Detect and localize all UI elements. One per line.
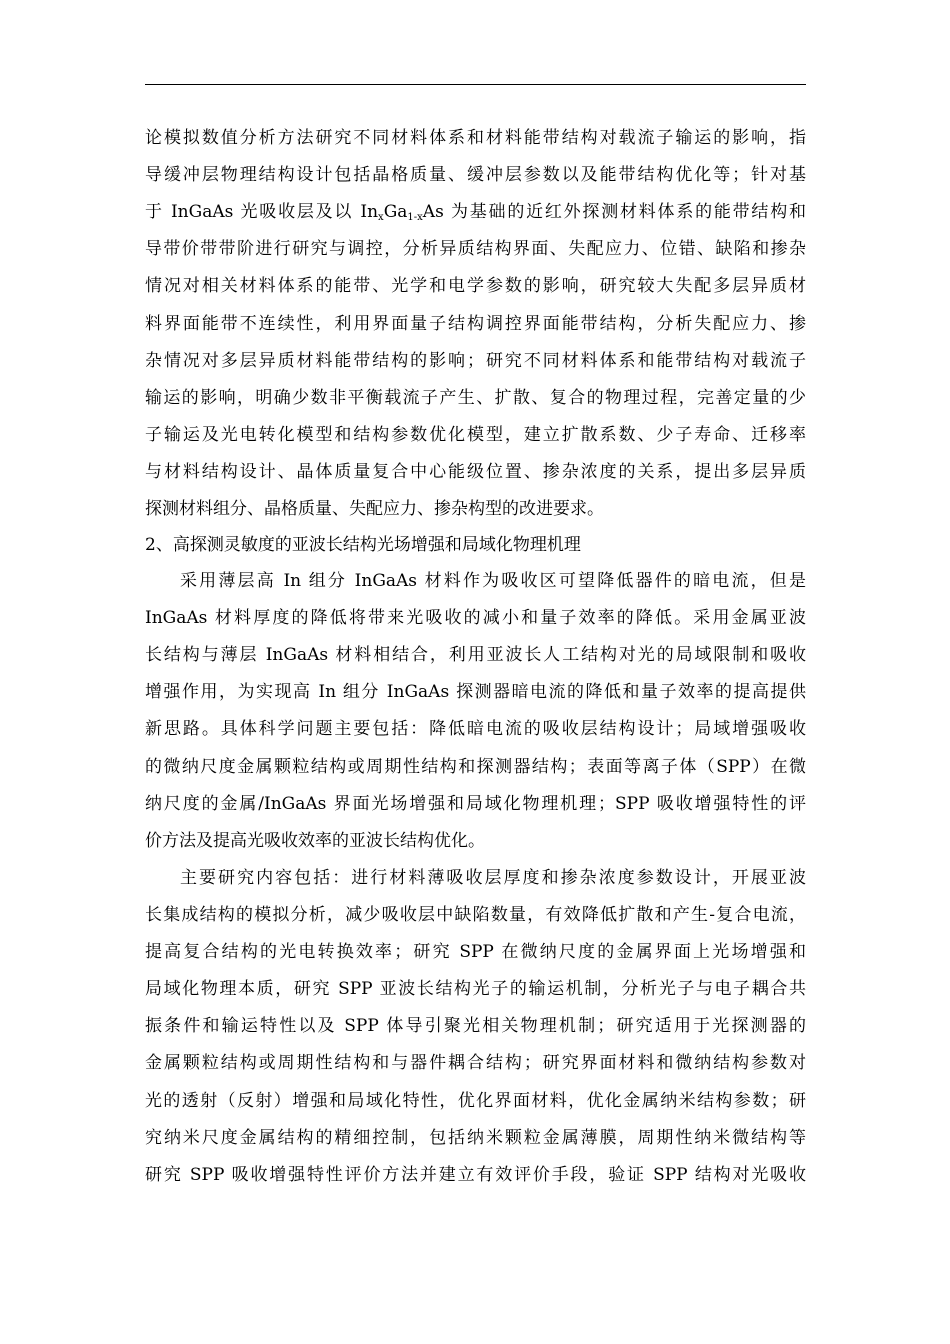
paragraph-line: 纳尺度的金属/InGaAs 界面光场增强和局域化物理机理；SPP 吸收增强特性的评 — [145, 794, 806, 814]
paragraph-line: 情况对相关材料体系的能带、光学和电学参数的影响，研究较大失配多层异质材 — [145, 276, 806, 296]
header-rule — [145, 84, 806, 85]
paragraph-line: 输运的影响，明确少数非平衡载流子产生、扩散、复合的物理过程，完善定量的少 — [145, 388, 806, 408]
paragraph-line: 金属颗粒结构或周期性结构和与器件耦合结构；研究界面材料和微纳结构参数对 — [145, 1053, 806, 1073]
paragraph-line: 采用薄层高 In 组分 InGaAs 材料作为吸收区可望降低器件的暗电流，但是 — [180, 571, 806, 591]
paragraph-line: 长结构与薄层 InGaAs 材料相结合，利用亚波长人工结构对光的局域限制和吸收 — [145, 645, 806, 665]
paragraph-line: 于 InGaAs 光吸收层及以 $In_xGa_{1-x}As$ 为基础的近红外探测材料体系的能带结构和 — [145, 202, 806, 223]
paragraph-line: 振条件和输运特性以及 SPP 体导引聚光相关物理机制；研究适用于光探测器的 — [145, 1016, 806, 1036]
paragraph-line: 料界面能带不连续性，利用界面量子结构调控界面能带结构，分析失配应力、掺 — [145, 314, 806, 334]
section-heading: 2、高探测灵敏度的亚波长结构光场增强和局域化物理机理 — [145, 535, 581, 555]
paragraph-line: 增强作用，为实现高 In 组分 InGaAs 探测器暗电流的降低和量子效率的提高提供 — [145, 682, 806, 702]
paragraph-line: 光的透射（反射）增强和局域化特性，优化界面材料，优化金属纳米结构参数；研 — [145, 1091, 806, 1111]
paragraph-line: 探测材料组分、晶格质量、失配应力、掺杂构型的改进要求。 — [145, 499, 604, 519]
paragraph-line: 子输运及光电转化模型和结构参数优化模型，建立扩散系数、少子寿命、迁移率 — [145, 425, 806, 445]
paragraph-line: 价方法及提高光吸收效率的亚波长结构优化。 — [145, 831, 485, 851]
paragraph-line: 导缓冲层物理结构设计包括晶格质量、缓冲层参数以及能带结构优化等；针对基 — [145, 165, 806, 185]
paragraph-line: 杂情况对多层异质材料能带结构的影响；研究不同材料体系和能带结构对载流子 — [145, 351, 806, 371]
paragraph-line: InGaAs 材料厚度的降低将带来光吸收的减小和量子效率的降低。采用金属亚波 — [145, 608, 806, 628]
paragraph-line: 新思路。具体科学问题主要包括：降低暗电流的吸收层结构设计；局域增强吸收 — [145, 719, 806, 739]
paragraph-line: 长集成结构的模拟分析，减少吸收层中缺陷数量，有效降低扩散和产生-复合电流， — [145, 905, 806, 925]
paragraph-line: 提高复合结构的光电转换效率；研究 SPP 在微纳尺度的金属界面上光场增强和 — [145, 942, 806, 962]
paragraph-line: 究纳米尺度金属结构的精细控制，包括纳米颗粒金属薄膜，周期性纳米微结构等 — [145, 1128, 806, 1148]
paragraph-line: 论模拟数值分析方法研究不同材料体系和材料能带结构对载流子输运的影响，指 — [145, 128, 806, 148]
paragraph-line: 导带价带带阶进行研究与调控，分析异质结构界面、失配应力、位错、缺陷和掺杂 — [145, 239, 806, 259]
paragraph-line: 局域化物理本质，研究 SPP 亚波长结构光子的输运机制，分析光子与电子耦合共 — [145, 979, 806, 999]
paragraph-line: 主要研究内容包括：进行材料薄吸收层厚度和掺杂浓度参数设计，开展亚波 — [180, 868, 806, 888]
paragraph-line: 与材料结构设计、晶体质量复合中心能级位置、掺杂浓度的关系，提出多层异质 — [145, 462, 806, 482]
paragraph-line: 的微纳尺度金属颗粒结构或周期性结构和探测器结构；表面等离子体（SPP）在微 — [145, 757, 806, 777]
paragraph-line: 研究 SPP 吸收增强特性评价方法并建立有效评价手段，验证 SPP 结构对光吸收 — [145, 1165, 806, 1185]
